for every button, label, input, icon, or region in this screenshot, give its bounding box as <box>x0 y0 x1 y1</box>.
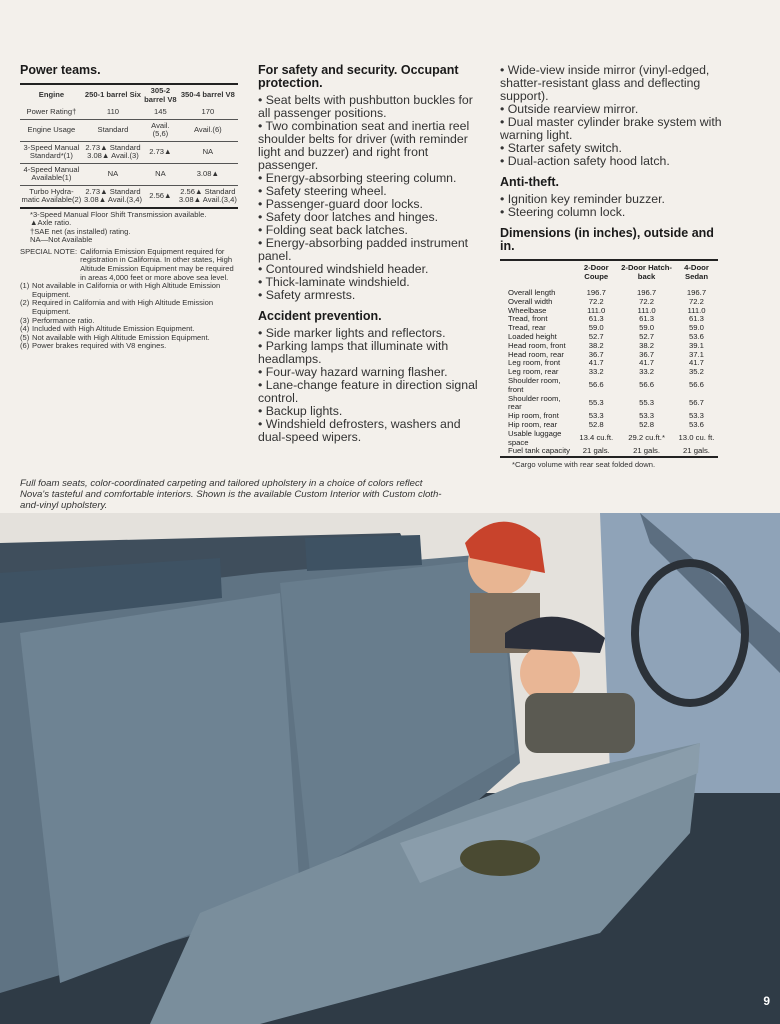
list-item: • Thick-laminate windshield. <box>258 276 480 289</box>
footnote-number: (6) <box>20 341 30 351</box>
table-cell: 59.0 <box>588 323 604 333</box>
footnote-number: (3) <box>20 315 30 325</box>
table-cell: 196.7 <box>686 288 707 297</box>
footnote-number: (1) <box>20 281 30 291</box>
table-cell: 3.08▲ <box>196 168 219 178</box>
dimensions-title: Dimensions (in inches), outside and in. <box>500 226 714 253</box>
list-item: • Safety door latches and hinges. <box>258 211 480 224</box>
table-cell: Avail.(5,6) <box>151 120 170 138</box>
footnote <box>20 299 240 316</box>
power-teams-table <box>20 83 238 209</box>
table-cell: 53.6 <box>689 331 704 341</box>
table-cell: 72.2 <box>639 296 655 306</box>
footnote-number: (4) <box>20 324 30 334</box>
table-cell: 2.73▲ <box>149 146 172 156</box>
table-cell: 53.3 <box>689 411 704 421</box>
table-cell: 59.0 <box>639 323 655 333</box>
list-item: • Contoured windshield header. <box>258 263 480 276</box>
footnote-number: (2) <box>20 298 30 308</box>
table-cell: 41.7 <box>689 358 704 368</box>
footnote-text: Included with High Altitude Emission Equipment. <box>32 324 195 334</box>
interior-photo <box>0 513 780 1024</box>
col-header: Engine <box>38 90 65 100</box>
list-item: • Safety steering wheel. <box>258 185 480 198</box>
col-header: 305-2 barrel V8 <box>144 86 177 104</box>
table-cell: 37.1 <box>689 349 704 359</box>
footnote-text: Not available with High Altitude Emission Equipment. <box>32 332 210 342</box>
table-row <box>20 141 238 163</box>
table-cell: 170 <box>201 107 215 116</box>
page-number: 9 <box>763 994 770 1008</box>
list-item: • Windshield defrosters, washers and dual-speed wipers. <box>258 418 480 444</box>
col-header: 250-1 barrel Six <box>84 90 142 100</box>
list-item: • Seat belts with pushbutton buckles for all passenger positions. <box>258 94 480 120</box>
row-label: 3-Speed Manual Standard*(1) <box>23 142 80 160</box>
footnote-number: (5) <box>20 332 30 342</box>
col-header: 2-Door Hatch-back <box>621 263 672 281</box>
table-cell: 61.3 <box>588 314 604 324</box>
table-cell: 33.2 <box>588 367 604 377</box>
row-label: Head room, rear <box>508 349 564 359</box>
table-row <box>20 106 238 119</box>
table-cell: 21 gals. <box>582 446 610 456</box>
list-item: • Safety armrests. <box>258 289 480 302</box>
table-cell: 29.2 cu.ft.* <box>628 433 665 443</box>
table-cell: 55.3 <box>588 397 604 407</box>
list-item: • Steering column lock. <box>500 206 722 219</box>
list-item: • Dual master cylinder brake system with warning light. <box>500 116 722 142</box>
table-cell: 2.73▲ Standard 3.08▲ Avail.(3,4) <box>83 186 142 204</box>
table-cell: 38.2 <box>588 340 604 350</box>
row-label: Overall length <box>508 288 556 297</box>
anti-theft-title: Anti-theft. <box>500 175 560 189</box>
table-cell: 53.6 <box>689 419 704 429</box>
list-item: • Energy-absorbing steering column. <box>258 172 480 185</box>
row-label: Hip room, rear <box>508 419 558 429</box>
safety-list-continued <box>500 64 722 168</box>
table-row <box>500 447 718 457</box>
row-label: Fuel tank capacity <box>508 446 570 456</box>
table-cell: NA <box>202 146 214 156</box>
col-header: 350-4 barrel V8 <box>180 90 235 100</box>
power-teams-notes <box>20 211 240 352</box>
footnote <box>20 342 240 351</box>
footnote-text: Power brakes required with V8 engines. <box>32 341 167 351</box>
table-cell: 2.56▲ Standard 3.08▲ Avail.(3,4) <box>178 186 237 204</box>
table-row <box>500 430 718 448</box>
dimensions-table <box>500 259 718 458</box>
safety-title: For safety and security. Occupant protection. <box>258 63 459 90</box>
table-cell: 38.2 <box>639 340 655 350</box>
table-cell: 56.7 <box>689 397 704 407</box>
accident-title: Accident prevention. <box>258 309 382 323</box>
row-label: Power Rating† <box>26 107 77 116</box>
row-label: Leg room, front <box>508 358 561 368</box>
table-cell: 39.1 <box>689 340 704 350</box>
table-row <box>500 377 718 395</box>
footnote-text: Required in California and with High Altitude Emission Equipment. <box>32 298 214 317</box>
special-note-text: California Emission Equipment required for registration in California. In other states, High Altitude Emission Equipment may be required in areas 4,000 feet or more above sea level. <box>80 246 234 282</box>
table-cell: 111.0 <box>637 305 656 315</box>
table-cell: 61.3 <box>639 314 655 324</box>
list-item: • Lane-change feature in direction signal control. <box>258 379 480 405</box>
table-cell: 111.0 <box>587 305 606 315</box>
row-label: Head room, front <box>508 340 566 350</box>
table-cell: 53.3 <box>588 411 604 421</box>
table-cell: 196.7 <box>636 288 657 297</box>
row-label: Tread, front <box>508 314 548 324</box>
power-teams-title: Power teams. <box>20 63 101 77</box>
table-cell: 145 <box>154 107 167 116</box>
table-cell: 36.7 <box>588 349 604 359</box>
row-label: 4-Speed Manual Available(1) <box>23 164 80 182</box>
row-label: Shoulder room, front <box>508 375 561 394</box>
table-cell: 21 gals. <box>633 446 661 456</box>
table-cell: 196.7 <box>586 288 606 297</box>
row-label: Tread, rear <box>508 323 546 333</box>
list-item: • Wide-view inside mirror (vinyl-edged, shatter-resistant glass and deflecting support). <box>500 64 722 103</box>
table-row <box>20 163 238 185</box>
list-item: • Passenger-guard door locks. <box>258 198 480 211</box>
table-cell: 21 gals. <box>683 446 710 456</box>
list-item: • Starter safety switch. <box>500 142 722 155</box>
table-cell: 35.2 <box>689 367 704 377</box>
legend-line: NA—Not Available <box>30 235 93 245</box>
list-item: • Dual-action safety hood latch. <box>500 155 722 168</box>
table-cell: 61.3 <box>689 314 704 324</box>
table-cell: 53.3 <box>639 411 655 421</box>
table-cell: 52.7 <box>639 331 655 341</box>
list-item: • Outside rearview mirror. <box>500 103 722 116</box>
col-header <box>500 260 574 289</box>
list-item: • Parking lamps that illuminate with headlamps. <box>258 340 480 366</box>
row-label: Shoulder room, rear <box>508 393 561 412</box>
table-cell: NA <box>155 168 166 178</box>
list-item: • Ignition key reminder buzzer. <box>500 193 722 206</box>
table-row <box>20 119 238 141</box>
special-note <box>20 248 240 282</box>
table-cell: 2.56▲ <box>149 190 172 200</box>
table-cell: 41.7 <box>639 358 655 368</box>
row-label: Hip room, front <box>508 411 559 421</box>
table-cell: NA <box>107 168 119 178</box>
row-label: Usable luggage space <box>508 428 562 447</box>
row-label: Overall width <box>508 296 553 306</box>
legend-line: ▲Axle ratio. <box>30 218 72 228</box>
table-cell: 33.2 <box>639 367 655 377</box>
footnote-text: Performance ratio. <box>32 315 95 325</box>
safety-list <box>258 94 480 302</box>
footnote-text: Not available in California or with High Altitude Emission Equipment. <box>32 281 221 299</box>
anti-theft-list <box>500 193 722 219</box>
table-row <box>20 185 238 208</box>
row-label: Wheelbase <box>508 305 547 315</box>
legend-line: †SAE net (as installed) rating. <box>30 226 131 236</box>
table-cell: Standard <box>97 124 129 134</box>
row-label: Loaded height <box>508 331 557 341</box>
accident-list <box>258 327 480 444</box>
dimensions-footnote: *Cargo volume with rear seat folded down. <box>512 460 656 470</box>
col-header: 2-Door Coupe <box>583 263 609 281</box>
table-cell: 56.6 <box>689 380 704 390</box>
table-cell: Avail.(6) <box>193 124 222 134</box>
list-item: • Two combination seat and inertia reel shoulder belts for driver (with reminder light and buzzer) and right front passenger. <box>258 120 480 172</box>
table-cell: 72.2 <box>588 296 604 306</box>
table-cell: 2.73▲ Standard 3.08▲ Avail.(3) <box>85 142 141 160</box>
col-header: 4-Door Sedan <box>684 263 709 281</box>
table-cell: 52.7 <box>588 331 604 341</box>
list-item: • Backup lights. <box>258 405 480 418</box>
photo-caption: Full foam seats, color-coordinated carpeting and tailored upholstery in a choice of colors reflect Nova's tasteful and comfortable interiors. Shown is the available Custom Interior with Custom cloth-and-vinyl upholstery. <box>20 478 442 511</box>
list-item: • Folding seat back latches. <box>258 224 480 237</box>
row-label: Leg room, rear <box>508 367 559 377</box>
table-cell: 59.0 <box>689 323 704 333</box>
list-item: • Four-way hazard warning flasher. <box>258 366 480 379</box>
footnote <box>20 282 240 299</box>
table-cell: 56.6 <box>588 380 604 390</box>
table-cell: 56.6 <box>639 380 655 390</box>
row-label: Turbo Hydra-matic Available(2) <box>21 186 82 204</box>
table-cell: 41.7 <box>588 358 604 368</box>
row-label: Engine Usage <box>27 124 76 134</box>
table-cell: 13.0 cu. ft. <box>678 433 715 443</box>
special-note-label: SPECIAL NOTE: <box>20 246 78 256</box>
table-cell: 52.8 <box>639 419 655 429</box>
table-row <box>500 395 718 413</box>
table-cell: 13.4 cu.ft. <box>579 433 614 443</box>
table-cell: 36.7 <box>639 349 655 359</box>
power-teams-section <box>20 64 240 351</box>
safety-section <box>258 64 480 444</box>
table-cell: 52.8 <box>588 419 604 429</box>
table-cell: 55.3 <box>639 397 655 407</box>
table-cell: 110 <box>106 107 120 116</box>
legend-line: *3-Speed Manual Floor Shift Transmission available. <box>30 209 207 219</box>
interior-photo-illustration <box>0 513 780 1024</box>
table-cell: 72.2 <box>689 296 704 306</box>
table-cell: 111.0 <box>687 305 706 315</box>
right-column <box>500 64 722 470</box>
list-item: • Energy-absorbing padded instrument panel. <box>258 237 480 263</box>
list-item: • Side marker lights and reflectors. <box>258 327 480 340</box>
